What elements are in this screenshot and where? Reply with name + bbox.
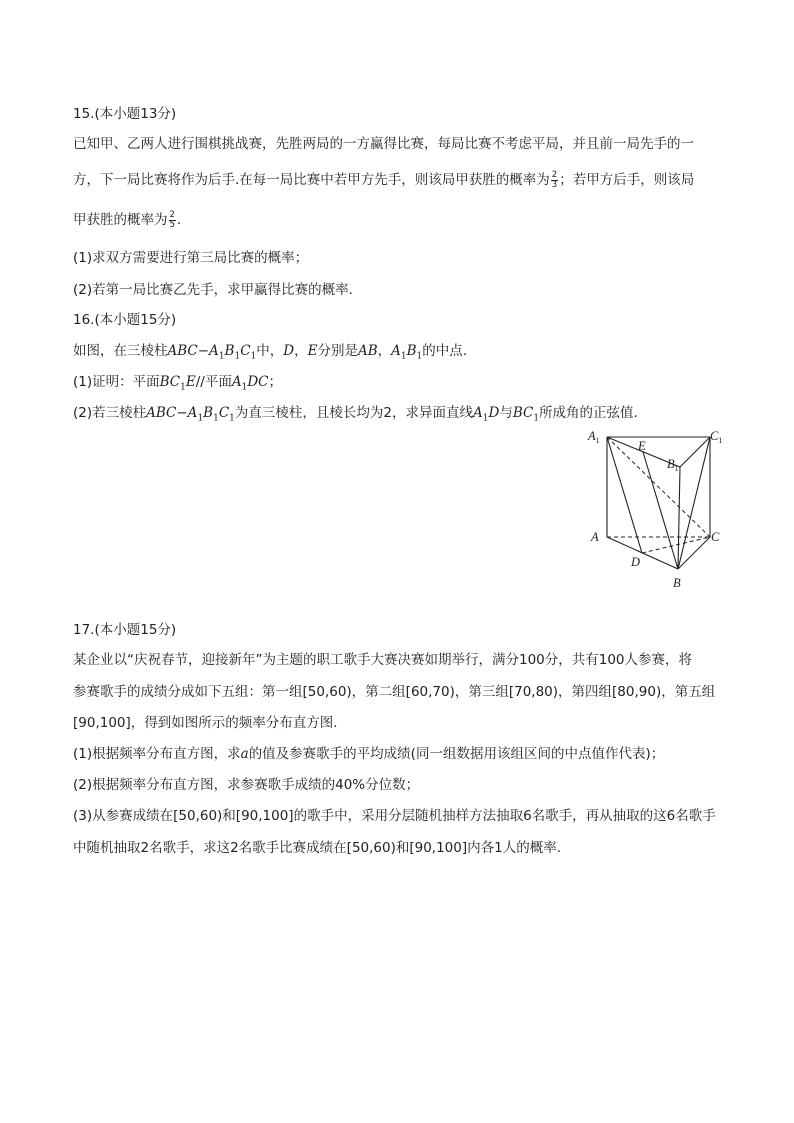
problem-16-text: 如图，在三棱柱	[73, 343, 168, 359]
problem-17-text: (1)根据频率分布直方图，求	[73, 746, 241, 762]
problem-17-question-1	[73, 744, 664, 764]
fraction-two-thirds: $\frac{2}{3}$	[551, 169, 558, 190]
math-bc1: $BC_1$	[512, 405, 540, 424]
problem-15-text-line-1: 已知甲、乙两人进行围棋挑战赛，先胜两局的一方赢得比赛，每局比赛不考虑平局，并且前一局先手的一	[73, 136, 694, 152]
problem-16-text: 分别是	[317, 343, 358, 359]
math-a1dc: $A_1DC$	[231, 374, 269, 393]
problem-15-question-2: (2)若第一局比赛乙先手，求甲赢得比赛的概率.	[73, 282, 353, 298]
problem-16-text: 所成角的正弦值.	[539, 405, 638, 421]
math-ab: AB	[357, 343, 378, 359]
label-e: E	[638, 439, 646, 453]
problem-15-text-line-2	[73, 170, 694, 190]
problem-15-header: 15.(本小题13分)	[73, 106, 177, 122]
problem-17-question-2: (2)根据频率分布直方图，求参赛歌手成绩的40%分位数；	[73, 777, 420, 793]
problem-15-text: 甲获胜的概率为	[73, 212, 168, 228]
math-a1d: $A_1D$	[473, 405, 500, 424]
label-b1: $B_1$	[667, 457, 679, 473]
label-c: C	[711, 530, 720, 544]
math-bc1e: $BC_1E$	[159, 374, 196, 393]
problem-17-text-line-1: 某企业以“庆祝春节，迎接新年”为主题的职工歌手大赛决赛如期举行，满分100分，共有100人参赛，将	[73, 652, 693, 668]
triangular-prism-figure	[580, 420, 730, 595]
problem-17-question-3-line-2: 中随机抽取2名歌手，求这2名歌手比赛成绩在[50,60)和[90,100]内各1人的概率.	[73, 840, 562, 856]
problem-15-text: .	[176, 212, 182, 228]
problem-16-text: //平面	[195, 374, 232, 390]
math-point-e: E	[307, 343, 318, 359]
problem-17-header: 17.(本小题15分)	[73, 622, 177, 638]
problem-16-text: 为直三棱柱，且棱长均为2，求异面直线	[234, 405, 473, 421]
math-points: D	[283, 343, 295, 359]
problem-17-question-3-line-1: (3)从参赛成绩在[50,60)和[90,100]的歌手中，采用分层随机抽样方法抽取6名歌手，再从抽取的这6名歌手	[73, 808, 716, 824]
problem-16-question-2	[73, 403, 638, 429]
label-a1: $A_1$	[588, 429, 600, 445]
math-prism-2: $ABC-A_1B_1C_1$	[146, 405, 235, 424]
math-a1b1: $A_1B_1$	[391, 343, 423, 362]
problem-16-question-1: (1)证明：平面$BC_1E//$平面$A_1DC$；	[73, 374, 282, 393]
problem-16-header: 16.(本小题15分)	[73, 312, 177, 328]
math-prism: $ABC-A_1B_1C_1$	[167, 343, 257, 362]
problem-17-text: 的值及参赛歌手的平均成绩(同一组数据用该组区间的中点值作代表)；	[248, 746, 665, 762]
problem-17-text-line-2: 参赛歌手的成绩分成如下五组：第一组[50,60)，第二组[60,70)，第三组[70,80)，第四组[80,90)，第五组	[73, 684, 716, 700]
math-a: a	[240, 746, 249, 762]
problem-15-text-line-3	[73, 210, 181, 230]
problem-16-text: (2)若三棱柱	[73, 405, 147, 421]
problem-15-text: ；若甲方后手，则该局	[559, 172, 695, 188]
problem-17-text-line-3: [90,100]，得到如图所示的频率分布直方图.	[73, 715, 338, 731]
fraction-two-fifths: $\frac{2}{5}$	[169, 209, 175, 230]
label-a: A	[591, 530, 599, 544]
problem-16-text: 的中点.	[422, 343, 468, 359]
problem-15-text: 方，下一局比赛将作为后手.在每一局比赛中若甲方先手，则该局甲获胜的概率为	[73, 172, 550, 188]
problem-16-text: (1)证明：平面	[73, 374, 160, 390]
problem-16-text: 中，	[256, 343, 284, 359]
label-d: D	[631, 555, 641, 569]
label-c1: $C_1$	[710, 429, 723, 445]
problem-16-text-line-1: 如图，在三棱柱$ABC-A_1B_1C_1$中，D，E分别是AB，$A_1B_1$的中点.	[73, 343, 468, 362]
label-b: B	[673, 576, 681, 590]
problem-16-text: 与	[499, 405, 513, 421]
problem-15-question-1: (1)求双方需要进行第三局比赛的概率；	[73, 250, 309, 266]
